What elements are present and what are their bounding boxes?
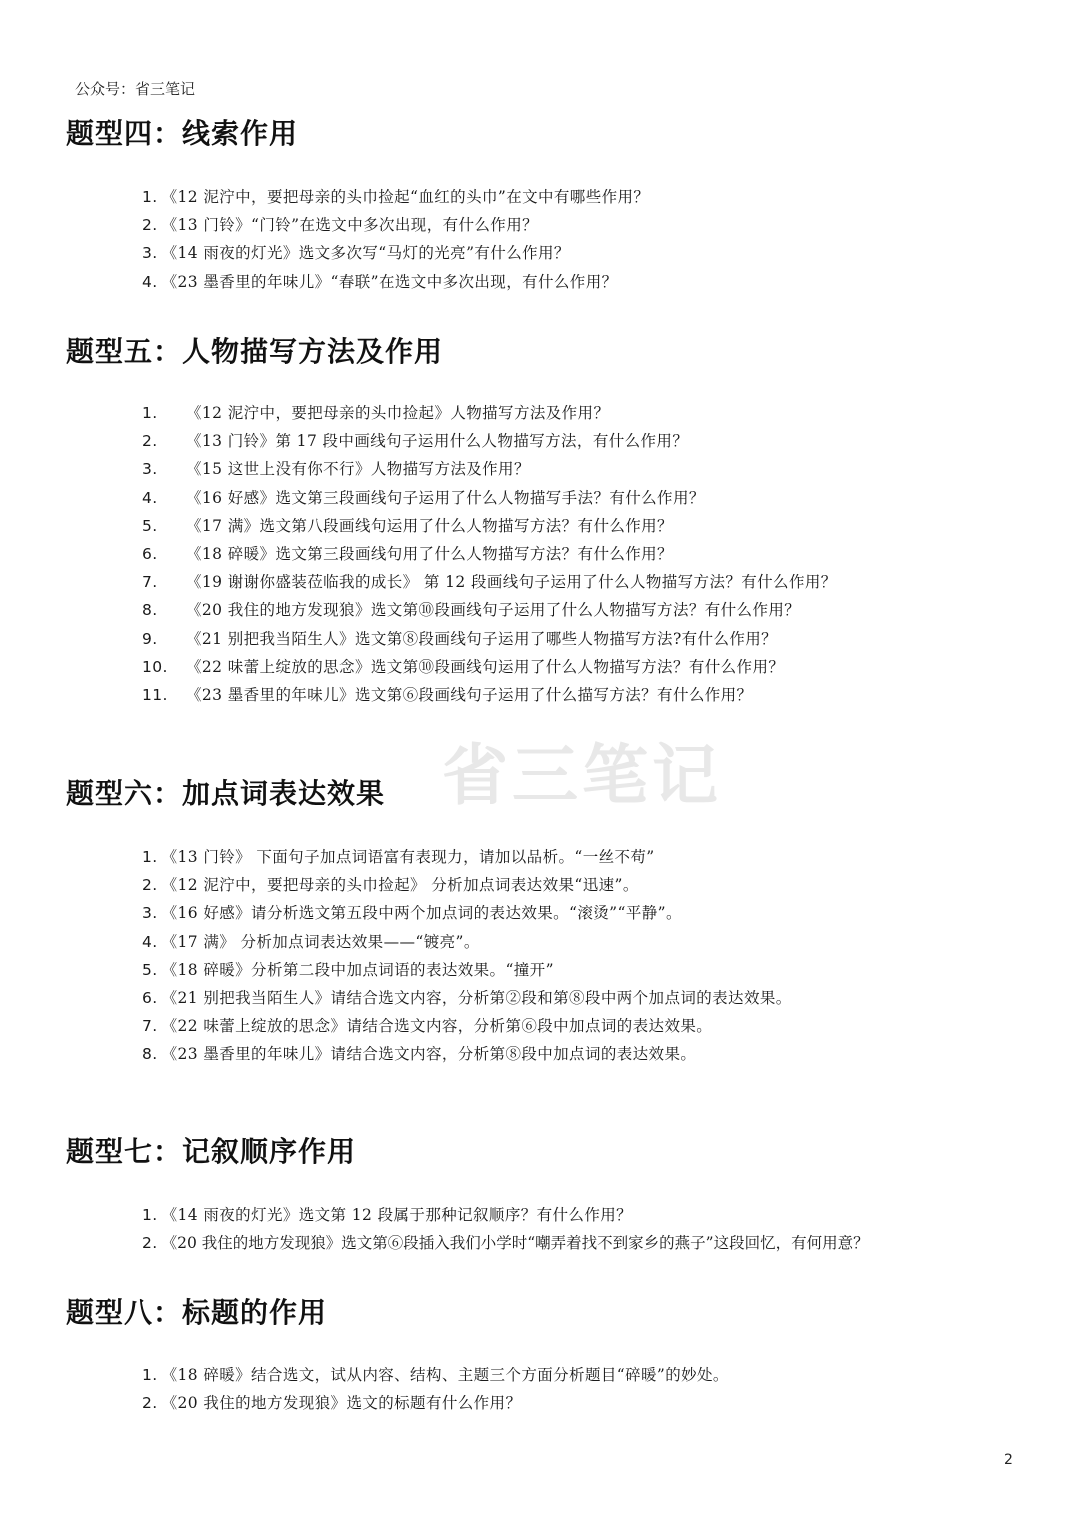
item-text: 《22 味蕾上绽放的思念》选文第⑩段画线句运用了什么人物描写方法？有什么作用？ bbox=[186, 657, 785, 676]
list-item bbox=[142, 455, 837, 483]
item-text: 《13 门铃》“门铃”在选文中多次出现，有什么作用？ bbox=[161, 216, 538, 235]
section-title-character-description: 题型五：人物描写方法及作用 bbox=[66, 335, 444, 368]
question-list-character-description bbox=[142, 399, 837, 709]
item-text: 《18 碎暖》结合选文，试从内容、结构、主题三个方面分析题目“碎暖”的妙处。 bbox=[161, 1366, 729, 1384]
list-item bbox=[142, 928, 792, 956]
list-item bbox=[142, 568, 837, 596]
list-item bbox=[142, 1040, 792, 1068]
item-text: 《12 泥泞中，要把母亲的头巾捡起》 分析加点词表达效果“迅速”。 bbox=[161, 876, 639, 895]
list-item bbox=[142, 399, 837, 427]
item-text: 《12 泥泞中，要把母亲的头巾捡起》人物描写方法及作用？ bbox=[186, 404, 610, 422]
item-number: 6. bbox=[142, 544, 158, 563]
question-list-dotted-words bbox=[142, 843, 792, 1069]
item-text: 《17 满》 分析加点词表达效果——“镀亮”。 bbox=[161, 932, 480, 951]
item-number: 6. bbox=[142, 988, 158, 1007]
item-text: 《13 门铃》第 17 段中画线句子运用什么人物描写方法，有什么作用？ bbox=[186, 432, 689, 451]
item-number: 3. bbox=[142, 244, 158, 263]
item-text: 《18 碎暖》选文第三段画线句用了什么人物描写方法？有什么作用？ bbox=[186, 544, 673, 563]
item-text: 《16 好感》请分析选文第五段中两个加点词的表达效果。“滚烫”“平静”。 bbox=[161, 904, 682, 923]
list-item bbox=[142, 625, 837, 653]
list-item bbox=[142, 984, 792, 1012]
section-title-clue: 题型四：线索作用 bbox=[66, 117, 299, 150]
item-number: 2. bbox=[142, 1234, 158, 1253]
header-account-label: 公众号：省三笔记 bbox=[75, 80, 196, 98]
item-text: 《16 好感》选文第三段画线句子运用了什么人物描写手法？有什么作用？ bbox=[186, 488, 705, 507]
item-number: 1. bbox=[142, 1366, 158, 1384]
item-text: 《23 墨香里的年味儿》“春联”在选文中多次出现，有什么作用？ bbox=[161, 272, 618, 291]
item-number: 2. bbox=[142, 432, 158, 451]
item-text: 《14 雨夜的灯光》选文第 12 段属于那种记叙顺序？有什么作用？ bbox=[161, 1206, 633, 1224]
item-text: 《21 别把我当陌生人》选文第⑧段画线句子运用了哪些人物描写方法?有什么作用？ bbox=[186, 629, 778, 648]
question-list-narrative-order bbox=[142, 1201, 869, 1257]
item-text: 《18 碎暖》分析第二段中加点词语的表达效果。“撞开” bbox=[161, 960, 554, 979]
item-number: 11. bbox=[142, 685, 168, 704]
section-title-dotted-words: 题型六：加点词表达效果 bbox=[66, 777, 386, 810]
item-text: 《20 我住的地方发现狼》选文第⑥段插入我们小学时“嘲弄着找不到家乡的燕子”这段回忆，有何用意？ bbox=[161, 1234, 869, 1253]
list-item bbox=[142, 653, 837, 681]
list-item bbox=[142, 956, 792, 984]
item-text: 《23 墨香里的年味儿》请结合选文内容，分析第⑧段中加点词的表达效果。 bbox=[161, 1045, 697, 1064]
question-list-title-function bbox=[142, 1361, 729, 1417]
item-text: 《14 雨夜的灯光》选文多次写“马灯的光亮”有什么作用？ bbox=[161, 244, 570, 263]
item-number: 10. bbox=[142, 657, 168, 676]
list-item bbox=[142, 1361, 729, 1389]
item-number: 4. bbox=[142, 272, 158, 291]
list-item bbox=[142, 596, 837, 624]
section-title-title-function: 题型八：标题的作用 bbox=[66, 1296, 328, 1329]
item-text: 《19 谢谢你盛装莅临我的成长》 第 12 段画线句子运用了什么人物描写方法？有什么作用？ bbox=[186, 573, 837, 592]
list-item bbox=[142, 512, 837, 540]
item-number: 8. bbox=[142, 1045, 158, 1064]
item-number: 9. bbox=[142, 629, 158, 648]
item-number: 5. bbox=[142, 960, 158, 979]
item-text: 《17 满》选文第八段画线句运用了什么人物描写方法？有什么作用？ bbox=[186, 516, 673, 535]
item-number: 2. bbox=[142, 876, 158, 895]
list-item bbox=[142, 1229, 869, 1257]
list-item bbox=[142, 183, 649, 211]
list-item bbox=[142, 1012, 792, 1040]
item-number: 5. bbox=[142, 516, 158, 535]
list-item bbox=[142, 268, 649, 296]
list-item bbox=[142, 681, 837, 709]
item-number: 1. bbox=[142, 188, 158, 206]
list-item bbox=[142, 239, 649, 267]
item-text: 《13 门铃》 下面句子加点词语富有表现力，请加以品析。“一丝不苟” bbox=[161, 848, 655, 866]
list-item bbox=[142, 843, 792, 871]
item-text: 《21 别把我当陌生人》请结合选文内容，分析第②段和第⑧段中两个加点词的表达效果。 bbox=[161, 988, 792, 1007]
item-text: 《23 墨香里的年味儿》选文第⑥段画线句子运用了什么描写方法？有什么作用？ bbox=[186, 685, 753, 704]
item-text: 《15 这世上没有你不行》人物描写方法及作用？ bbox=[186, 460, 530, 479]
question-list-clue bbox=[142, 183, 649, 296]
list-item bbox=[142, 899, 792, 927]
item-number: 7. bbox=[142, 1017, 158, 1036]
list-item bbox=[142, 1389, 729, 1417]
item-text: 《22 味蕾上绽放的思念》请结合选文内容，分析第⑥段中加点词的表达效果。 bbox=[161, 1017, 713, 1036]
item-number: 8. bbox=[142, 601, 158, 620]
item-number: 3. bbox=[142, 460, 158, 479]
item-number: 1. bbox=[142, 404, 158, 422]
section-title-narrative-order: 题型七：记叙顺序作用 bbox=[66, 1135, 357, 1168]
list-item bbox=[142, 871, 792, 899]
list-item bbox=[142, 211, 649, 239]
item-number: 7. bbox=[142, 573, 158, 592]
item-number: 1. bbox=[142, 1206, 158, 1224]
item-number: 1. bbox=[142, 848, 158, 866]
list-item bbox=[142, 1201, 869, 1229]
item-text: 《20 我住的地方发现狼》选文的标题有什么作用？ bbox=[161, 1394, 522, 1413]
list-item bbox=[142, 540, 837, 568]
item-number: 2. bbox=[142, 1394, 158, 1413]
list-item bbox=[142, 427, 837, 455]
list-item bbox=[142, 484, 837, 512]
page-number: 2 bbox=[1004, 1452, 1013, 1468]
item-number: 3. bbox=[142, 904, 158, 923]
item-number: 4. bbox=[142, 488, 158, 507]
item-text: 《20 我住的地方发现狼》选文第⑩段画线句子运用了什么人物描写方法？有什么作用？ bbox=[186, 601, 801, 620]
item-text: 《12 泥泞中，要把母亲的头巾捡起“血红的头巾”在文中有哪些作用？ bbox=[161, 188, 650, 206]
item-number: 2. bbox=[142, 216, 158, 235]
watermark-text: 省三笔记 bbox=[442, 737, 722, 814]
item-number: 4. bbox=[142, 932, 158, 951]
